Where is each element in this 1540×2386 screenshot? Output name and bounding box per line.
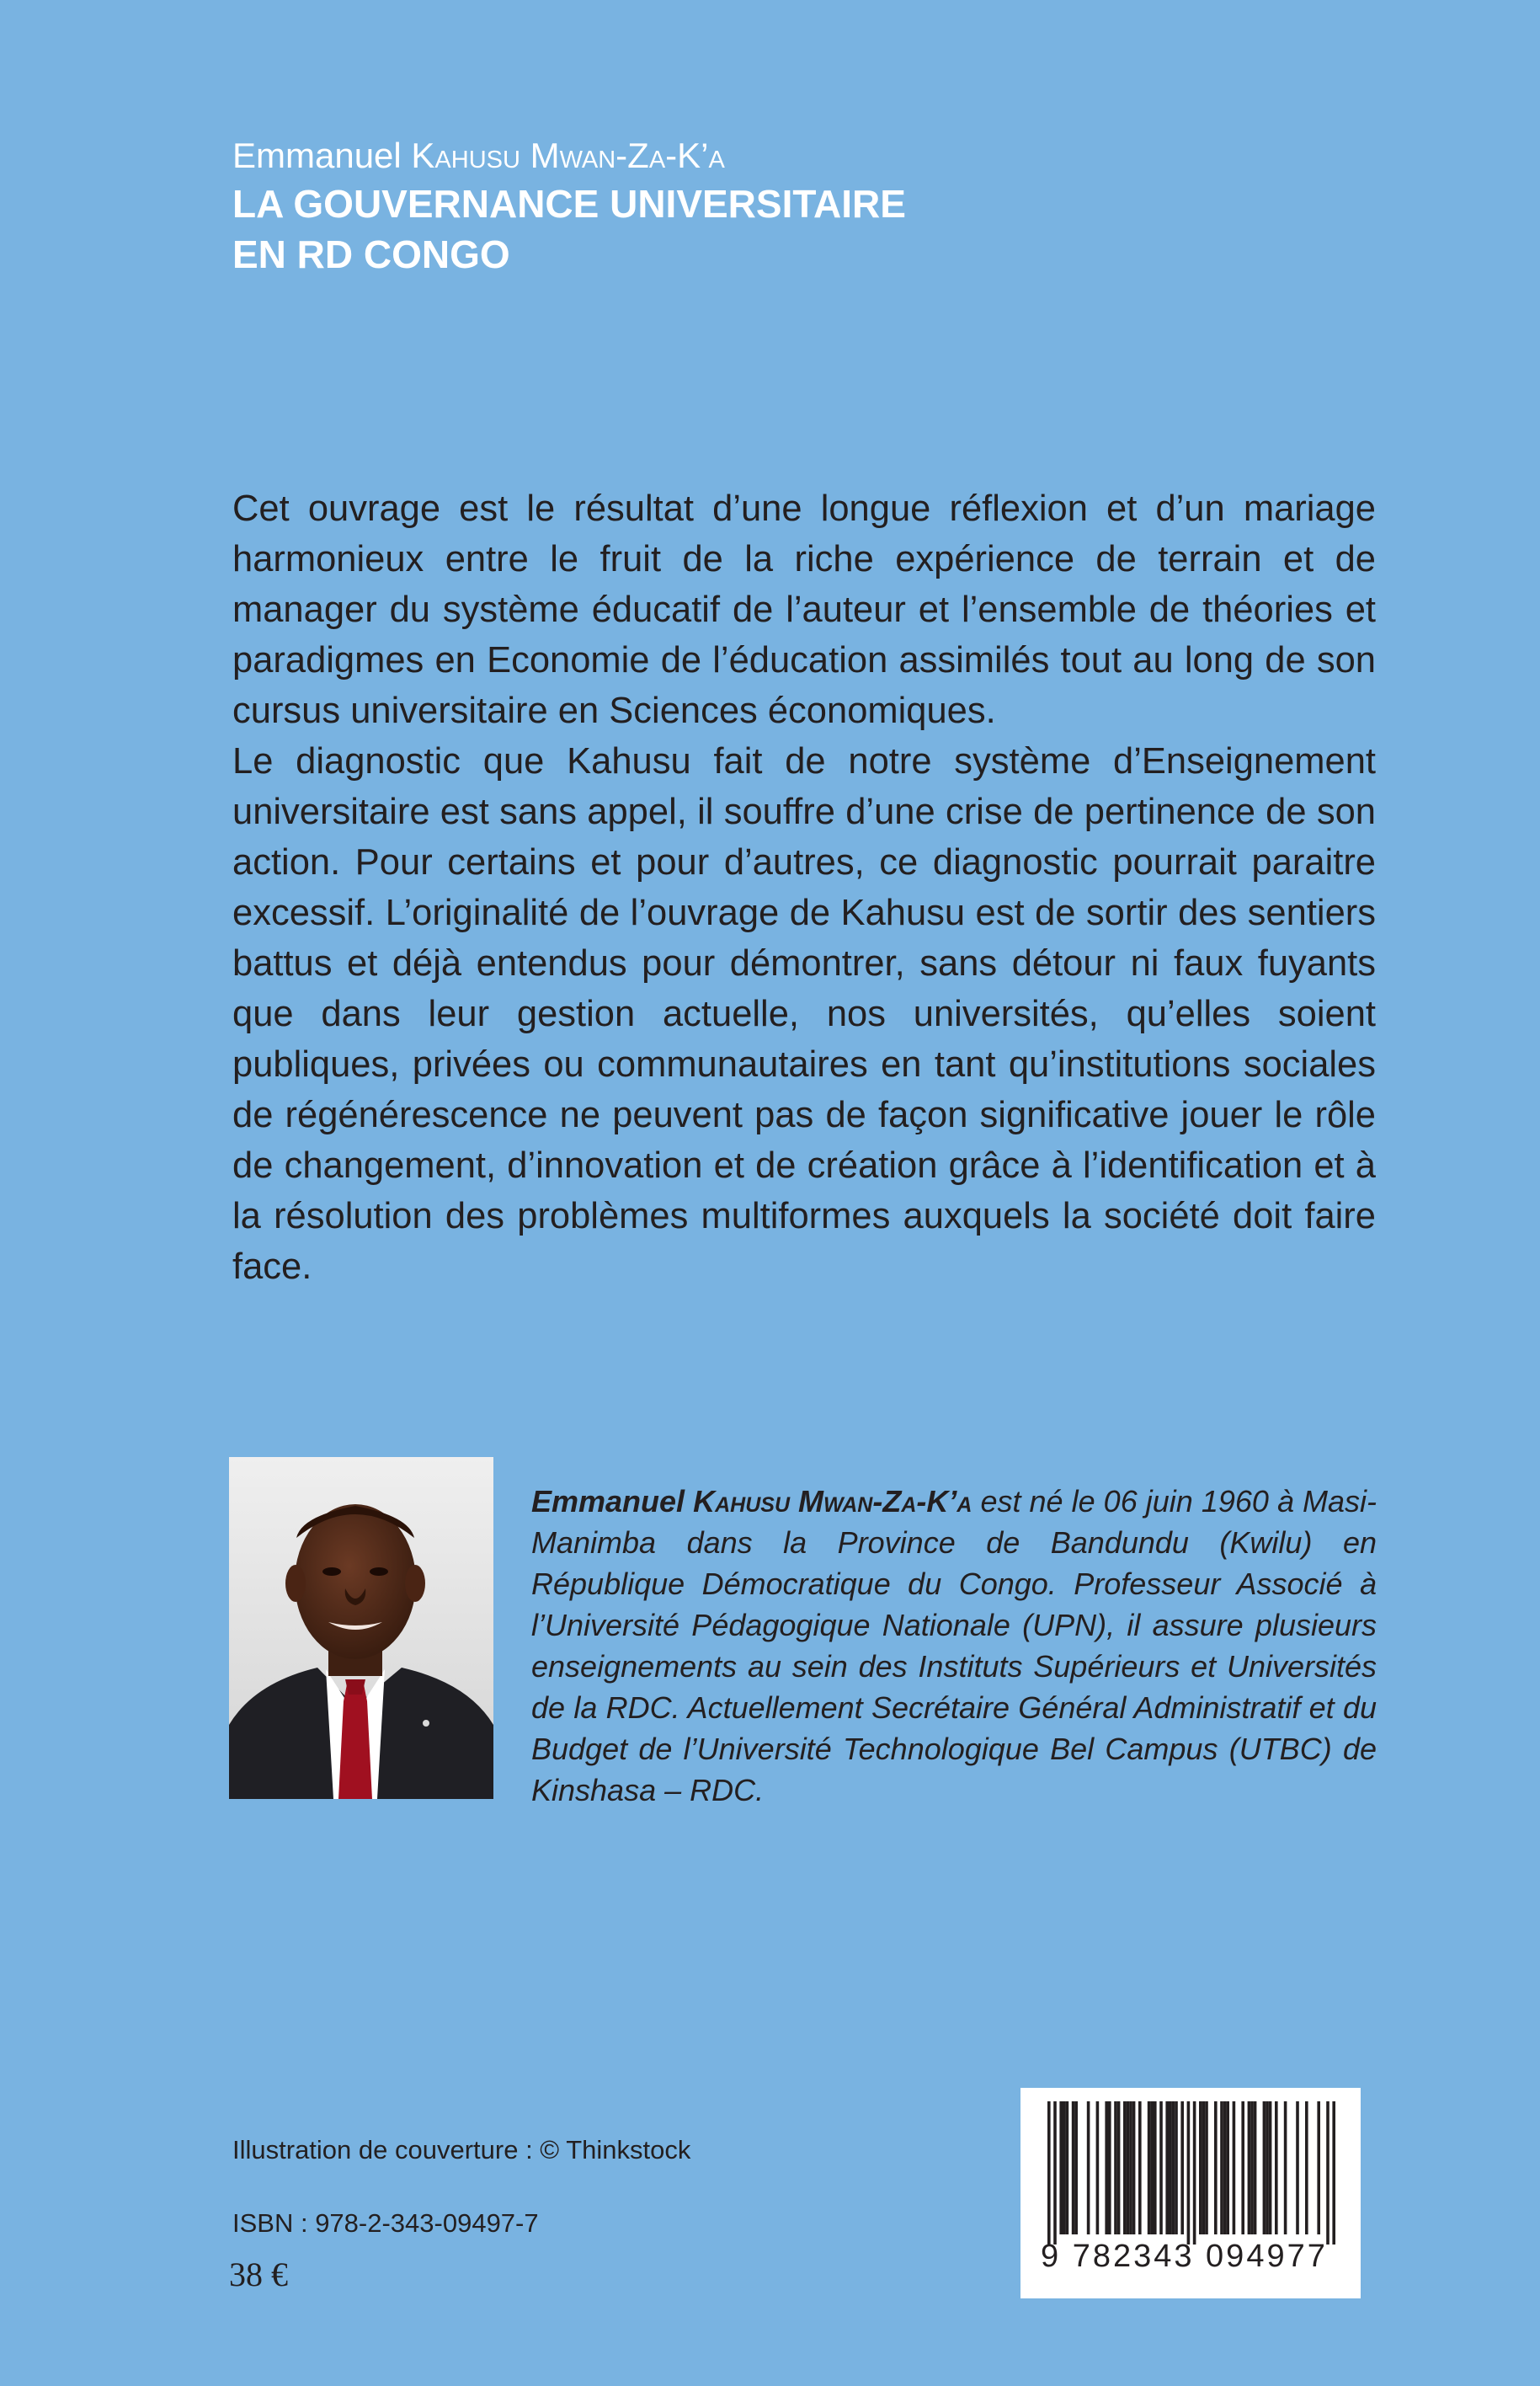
barcode-bar (1129, 2101, 1132, 2234)
barcode-bar (1108, 2101, 1111, 2234)
barcode-bar (1269, 2101, 1272, 2234)
barcode-bar (1087, 2101, 1090, 2234)
barcode-bar (1123, 2101, 1127, 2234)
barcode-bar (1202, 2101, 1206, 2234)
author-photo-icon (229, 1457, 493, 1799)
barcode-bar (1169, 2101, 1172, 2234)
summary-paragraph-2: Le diagnostic que Kahusu fait de notre système d’Enseignement universitaire est sans appel, il souffre d’une crise de pertinence de son action. Pour certains et pour d’autres, ce diagnostic pourrait paraitre excessif. L’originalité de l’ouvrage de Kahusu est de sortir des sentiers battus et déjà entendus pour démontrer, sans détour ni faux fuyants que dans leur gestion actuelle, nos universités, qu’elles soient publiques, privées ou communautaires en tant qu’institutions sociales de régénérescence ne peuvent pas de façon significative jouer le rôle de changement, d’innovation et de création grâce à l’identification et à la résolution des problèmes multiformes auxquels la société doit faire face. (232, 741, 1376, 1287)
barcode-bar (1296, 2101, 1299, 2234)
barcode-bar (1150, 2101, 1154, 2234)
barcode-bar (1127, 2101, 1130, 2234)
barcode-bar (1154, 2101, 1157, 2234)
barcode-panel (1020, 2088, 1361, 2298)
author-biography (531, 1481, 1377, 1811)
barcode-bar (1132, 2101, 1136, 2234)
barcode-bar (1248, 2101, 1251, 2234)
barcode-bar (1187, 2101, 1191, 2245)
isbn-number: ISBN : 978-2-343-09497-7 (232, 2208, 539, 2238)
barcode-bar (1172, 2101, 1175, 2234)
barcode-bar (1047, 2101, 1051, 2245)
barcode-bar (1199, 2101, 1202, 2234)
barcode-bar (1205, 2101, 1208, 2234)
barcode-bar (1072, 2101, 1075, 2234)
barcode-digits: 9 782343 094977 (1041, 2239, 1328, 2274)
barcode-bar (1053, 2101, 1057, 2245)
barcode-bar (1226, 2101, 1229, 2234)
barcode-bar (1332, 2101, 1335, 2245)
summary-paragraph-1: Cet ouvrage est le résultat d’une longue réflexion et d’un mariage harmonieux entre le fruit de la riche expérience de terrain et de manager du système éducatif de l’auteur et l’ensemble de théories et paradigmes en Economie de l’éducation assimilés tout au long de son cursus universitaire en Sciences économiques. (232, 488, 1376, 731)
barcode-bar (1266, 2101, 1269, 2234)
barcode-bar (1063, 2101, 1066, 2234)
barcode-bar (1275, 2101, 1278, 2234)
cover-header (232, 133, 1327, 280)
author-first-name: Emmanuel (232, 136, 412, 175)
barcode-bar (1138, 2101, 1142, 2234)
barcode-bar (1214, 2101, 1218, 2234)
barcode-bar (1074, 2101, 1078, 2234)
bio-author-first-name: Emmanuel (531, 1484, 694, 1519)
barcode-bar (1220, 2101, 1223, 2234)
barcode-bar (1241, 2101, 1244, 2234)
bio-author-last-name: Kahusu Mwan-Za-K’a (693, 1484, 972, 1519)
barcode-bar (1284, 2101, 1287, 2234)
barcode-bar (1066, 2101, 1069, 2234)
barcode-bar (1250, 2101, 1254, 2234)
barcode-bar (1117, 2101, 1121, 2234)
author-last-name: Kahusu Mwan-Za-K’a (411, 136, 725, 175)
author-portrait (229, 1457, 493, 1799)
barcode-bar (1105, 2101, 1108, 2234)
bio-text: est né le 06 juin 1960 à Masi-Manimba dans la Province de Bandundu (Kwilu) en République Démocratique du Congo. Professeur Associé à l’Université Pédagogique Nationale (UPN), il assure plusieurs enseignements au sein des Instituts Supérieurs et Universités de la RDC. Actuellement Secrétaire Général Administratif et du Budget de l’Université Technologique Bel Campus (UTBC) de Kinshasa – RDC. (531, 1484, 1377, 1807)
barcode-bar (1059, 2101, 1063, 2234)
bio-author-name (531, 1484, 972, 1519)
barcode-bar (1175, 2101, 1178, 2234)
barcode-bar (1326, 2101, 1330, 2245)
barcode-bar (1096, 2101, 1100, 2234)
barcode-bar (1193, 2101, 1196, 2245)
barcode-bar (1223, 2101, 1227, 2234)
barcode-bar (1317, 2101, 1320, 2234)
barcode-bar (1254, 2101, 1257, 2234)
barcode-bar (1305, 2101, 1308, 2234)
book-summary (232, 483, 1376, 1292)
barcode-bar (1114, 2101, 1117, 2234)
barcode-bar (1165, 2101, 1169, 2234)
barcode-bar (1159, 2101, 1163, 2234)
author-name (232, 133, 1327, 179)
book-price: 38 € (229, 2255, 288, 2293)
barcode-bar (1148, 2101, 1151, 2234)
barcode-bar (1180, 2101, 1184, 2234)
barcode-bar (1263, 2101, 1266, 2234)
cover-illustration-credit: Illustration de couverture : © Thinkstock (232, 2135, 691, 2164)
barcode-bar (1233, 2101, 1236, 2234)
book-title-line-1: LA GOUVERNANCE UNIVERSITAIRE (232, 182, 906, 226)
book-title-line-2: EN RD CONGO (232, 232, 510, 276)
